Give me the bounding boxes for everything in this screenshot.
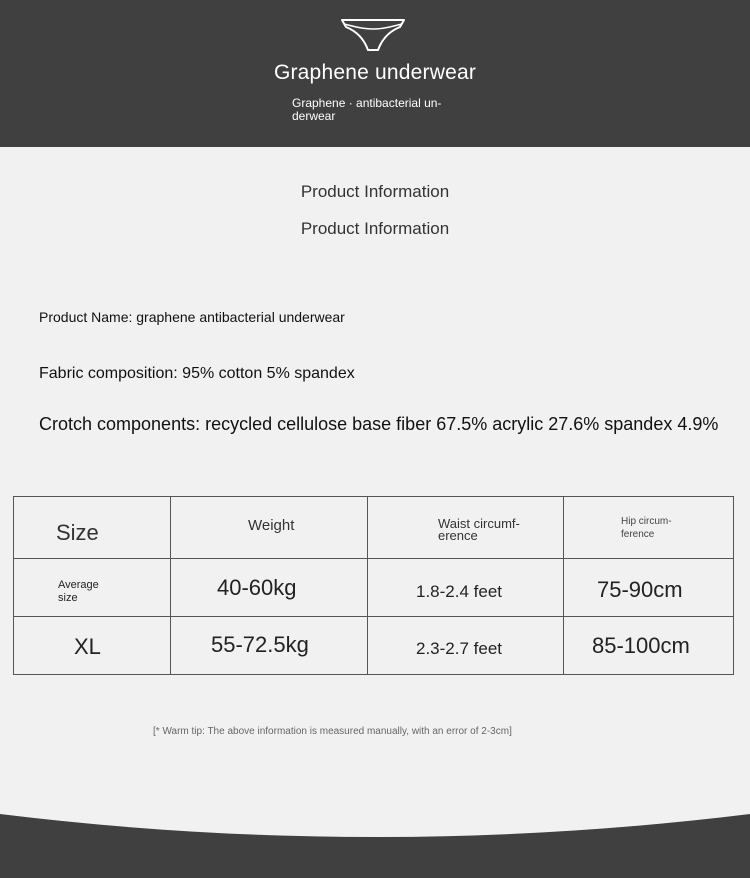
header-banner [0, 0, 750, 147]
table-row [14, 559, 734, 617]
header-weight: Weight [248, 517, 295, 534]
header-waist-line2: erence [438, 528, 478, 543]
row-size-line1: Average [58, 579, 99, 591]
page-title: Graphene underwear [273, 61, 477, 84]
row-weight: 40-60kg [217, 575, 297, 600]
row-size-line2: size [58, 592, 78, 604]
warm-tip: [* Warm tip: The above information is measured manually, with an error of 2-3cm] [153, 726, 512, 737]
header-cell-waist [368, 497, 564, 559]
row-size: XL [74, 634, 101, 659]
briefs-icon [340, 17, 406, 53]
section-title-secondary: Product Information [300, 219, 450, 238]
header-cell-weight [171, 497, 368, 559]
header-waist-line1: Waist circumf- [438, 516, 520, 531]
row-hip: 75-90cm [597, 577, 683, 602]
table-row [14, 617, 734, 675]
header-hip-line2: ference [621, 529, 655, 540]
table-header-row [14, 497, 734, 559]
header-size: Size [56, 520, 99, 545]
product-name: Product Name: graphene antibacterial underwear [39, 309, 345, 325]
row-hip: 85-100cm [592, 633, 690, 658]
size-table [13, 496, 734, 675]
row-weight: 55-72.5kg [211, 632, 309, 657]
crotch-components: Crotch components: recycled cellulose base fiber 67.5% acrylic 27.6% spandex 4.9% [39, 414, 719, 434]
header-cell-hip [564, 497, 734, 559]
row-waist: 1.8-2.4 feet [416, 582, 503, 601]
page-subtitle: Graphene · antibacterial un-derwear [292, 96, 442, 123]
header-cell-size [14, 497, 171, 559]
fabric-composition: Fabric composition: 95% cotton 5% spandex [39, 365, 355, 382]
row-waist: 2.3-2.7 feet [416, 639, 503, 658]
header-hip-line1: Hip circum- [621, 516, 672, 527]
section-title: Product Information [300, 182, 450, 201]
footer-wave [0, 790, 750, 878]
